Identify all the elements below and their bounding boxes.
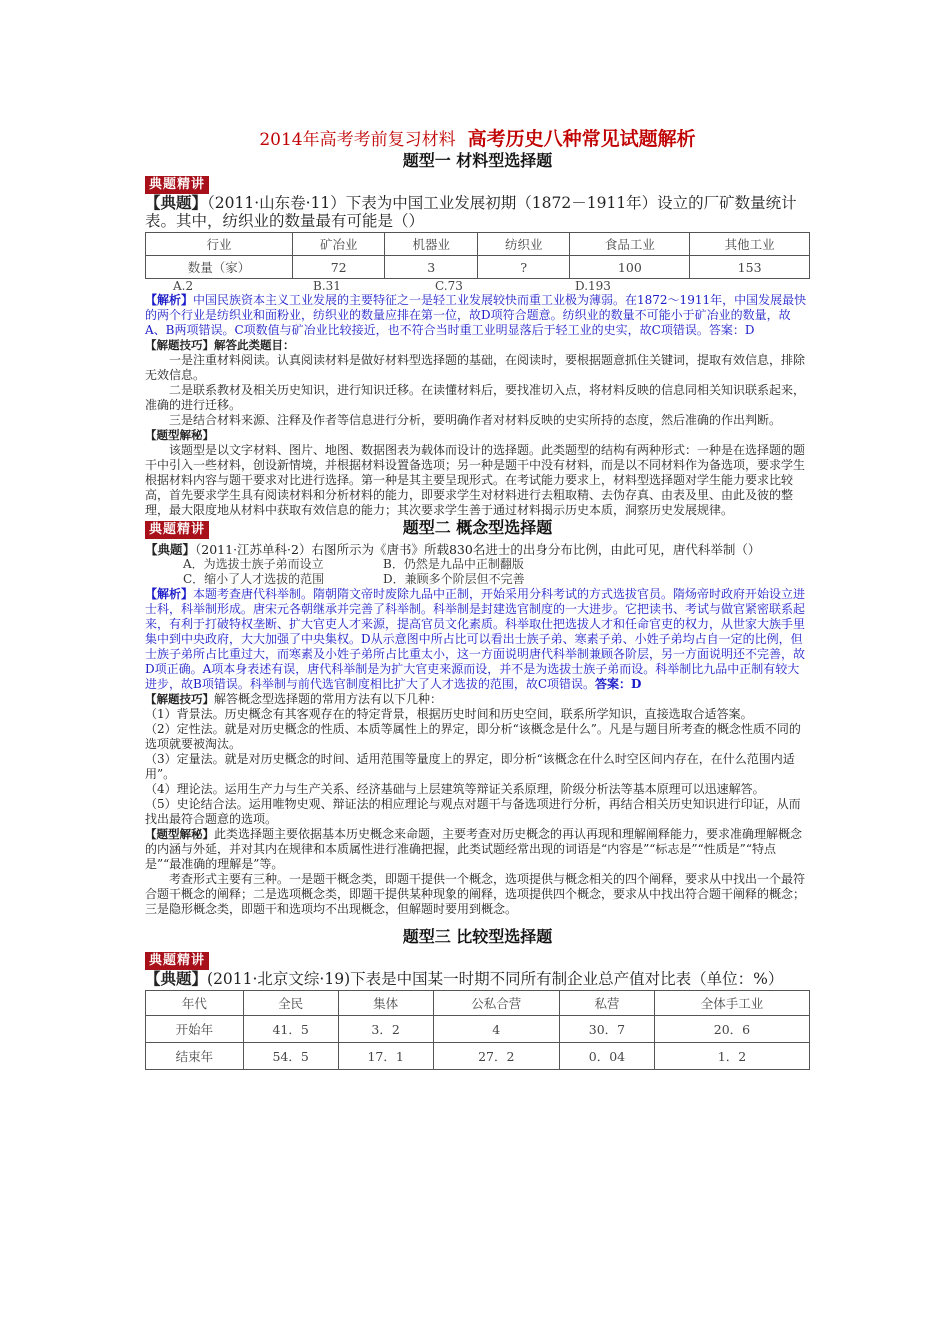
document-page [145, 120, 810, 1070]
option-a: A．为选拔士族子弟而设立 [183, 557, 324, 571]
table-cell: 100 [570, 256, 690, 279]
table-cell: ? [477, 256, 570, 279]
table-cell: 0．04 [559, 1043, 654, 1070]
table-cell: 全体手工业 [654, 991, 809, 1016]
table-cell: 矿冶业 [292, 233, 385, 256]
table-cell: 结束年 [146, 1043, 244, 1070]
table-cell: 机器业 [385, 233, 478, 256]
section3-question-text: (2011·北京文综·19)下表是中国某一时期不同所有制企业总产值对比表（单位：%） [207, 970, 784, 988]
option-b: B.31 [313, 279, 341, 293]
table-cell: 1．2 [654, 1043, 809, 1070]
section2-tips [145, 692, 810, 707]
tip-item: （1）背景法。历史概念有其客观存在的特定背景，根据历史时间和历史空间，联系所学知识，直接选取合适答案。 [145, 707, 753, 721]
section2-heading: 题型二 概念型选择题 [402, 518, 553, 537]
section3-badge: 典题精讲 [145, 952, 209, 970]
option-d: D．兼顾多个阶层但不完善 [383, 572, 525, 586]
table-cell: 41．5 [243, 1016, 338, 1043]
section1-question-label: 【典题】 [145, 193, 208, 212]
section2-decode2: 考查形式主要有三种。一是题干概念类，即题干提供一个概念，选项提供与概念相关的四个阐释，要求从中找出一个最符合题干概念的阐释；二是选项概念类，即题干提供某种现象的阐释，选项提供四个概念，要求从中找出符合题干阐释的概念；三是隐形概念类，即题干和选项均不出现概念，但解题时要用到概念。 [145, 872, 806, 916]
section2-analysis [145, 587, 810, 692]
analysis-text: 本题考查唐代科举制。隋朝隋文帝时废除九品中正制，开始采用分科考试的方式选拔官员。隋炀帝时政府开始设立进士科，科举制形成。唐宋元各朝继承并完善了科举制。科举制是封建选官制度的一大进步。它把读书、考试与做官紧密联系起来，有利于打破特权垄断、扩大官吏人才来源，提高官员文化素质。科举取仕把选拔人才和任命官吏的权力，从世家大族手里集中到中央政府，大大加强了中央集权。D从示意图中所占比可以看出士族子弟、寒素子弟、小姓子弟均占自一定的比例，但士族子弟所占比重过大，而寒素及小姓子弟所占比重太小，这一方面说明唐代科举制兼顾各阶层，另一方面说明还不完善，故D项正确。A项本身表述有误，唐代科举制是为扩大官吏来源而设，并不是为选拔士族子弟而设。科举制比九品中正制有较大进步，故B项错误。科举制与前代选官制度相比扩大了人才选拔的范围，故C项错误。 [145, 587, 806, 691]
table-cell: 全民 [243, 991, 338, 1016]
option-a: A.2 [173, 279, 194, 293]
tips-intro: 解答概念型选择题的常用方法有以下几种： [214, 692, 443, 706]
section1-badge: 典题精讲 [145, 176, 209, 194]
option-d: D.193 [575, 279, 611, 293]
table-cell: 30．7 [559, 1016, 654, 1043]
table-cell: 3．2 [338, 1016, 433, 1043]
table-header-row [146, 233, 810, 256]
section1-question-text: （2011·山东卷·11）下表为中国工业发展初期（1872－1911年）设立的厂矿数量统计表。其中，纺织业的数量最有可能是（） [145, 194, 797, 230]
section1-tips-label: 【解题技巧】解答此类题目： [145, 338, 295, 352]
table-header-row [146, 991, 810, 1016]
table-cell: 其他工业 [690, 233, 810, 256]
tip-item: 二是联系教材及相关历史知识，进行知识迁移。在读懂材料后，要找准切入点，将材料反映的信息同相关知识联系起来，准确的进行迁移。 [145, 383, 806, 412]
tip-item: （2）定性法。就是对历史概念的性质、本质等属性上的界定，即分析“该概念是什么”。凡是与题目所考查的概念性质不同的选项就要被淘汰。 [145, 722, 801, 751]
analysis-answer: 答案：D [595, 677, 642, 691]
option-b: B．仍然是九品中正制翻版 [383, 557, 524, 571]
table-cell: 开始年 [146, 1016, 244, 1043]
table-cell: 公私合营 [433, 991, 559, 1016]
table-row [146, 1016, 810, 1043]
table-cell: 数量（家） [146, 256, 293, 279]
table-cell: 27．2 [433, 1043, 559, 1070]
title-part2: 高考历史八种常见试题解析 [467, 128, 696, 150]
section2-question-label: 【典题】 [145, 542, 196, 557]
analysis-label: 【解析】 [145, 293, 194, 307]
section2-question [145, 542, 810, 557]
tip-item: （3）定量法。就是对历史概念的时间、适用范围等量度上的界定，即分析“该概念在什么时空区间内存在，在什么范围内适用”。 [145, 752, 795, 781]
table-cell: 纺织业 [477, 233, 570, 256]
section1-table [145, 232, 810, 279]
tip-item: （4）理论法。运用生产力与生产关系、经济基础与上层建筑等辩证关系原理，阶级分析法等基本原理可以迅速解答。 [145, 782, 765, 796]
section3-question [145, 970, 810, 988]
table-cell: 54．5 [243, 1043, 338, 1070]
section1-question [145, 194, 810, 230]
table-row [146, 256, 810, 279]
title-part1: 2014年高考考前复习材料 [259, 130, 456, 150]
table-cell: 行业 [146, 233, 293, 256]
section2-question-text: （2011·江苏单科·2）右图所示为《唐书》所载830名进士的出身分布比例，由此可见，唐代科举制（） [195, 542, 761, 557]
table-cell: 3 [385, 256, 478, 279]
tip-item: 一是注重材料阅读。认真阅读材料是做好材料型选择题的基础，在阅读时，要根据题意抓住关键词，提取有效信息，排除无效信息。 [145, 353, 806, 382]
analysis-text: 中国民族资本主义工业发展的主要特征之一是轻工业发展较快而重工业极为薄弱。在1872～1911年，中国发展最快的两个行业是纺织业和面粉业，纺织业的数量应排在第一位，故D项符合题意。纺织业的数量不可能小于矿冶业的数量，故A、B两项错误。C项数值与矿冶业比较接近，也不符合当时重工业明显落后于轻工业的史实，故C项错误。答案：D [145, 293, 807, 337]
table-cell: 20．6 [654, 1016, 809, 1043]
option-c: C．缩小了人才选拔的范围 [183, 572, 325, 586]
table-cell: 私营 [559, 991, 654, 1016]
section3-heading: 题型三 比较型选择题 [402, 927, 553, 946]
table-cell: 153 [690, 256, 810, 279]
analysis-label: 【解析】 [145, 587, 194, 601]
tip-item: （5）史论结合法。运用唯物史观、辩证法的相应理论与观点对题干与备选项进行分析，再结合相关历史知识进行印证，从而找出最符合题意的选项。 [145, 797, 801, 826]
table-cell: 年代 [146, 991, 244, 1016]
section1-analysis [145, 293, 810, 338]
table-cell: 72 [292, 256, 385, 279]
document-title [145, 128, 810, 151]
table-cell: 17．1 [338, 1043, 433, 1070]
section2-options [145, 557, 810, 587]
tip-item: 三是结合材料来源、注释及作者等信息进行分析，要明确作者对材料反映的史实所持的态度，然后准确的作出判断。 [169, 413, 782, 427]
table-cell: 集体 [338, 991, 433, 1016]
section3-question-label: 【典题】 [145, 969, 208, 988]
section3-table [145, 990, 810, 1070]
section1-decode: 该题型是以文字材料、图片、地图、数据图表为载体而设计的选择题。此类题型的结构有两种形式：一种是在选择题的题干中引入一些材料，创设新情境，并根据材料设置备选项；另一种是题干中没有材料，而是以不同材料作为备选项，要求学生根据材料内容与题干要求对比进行选择。第一种是其主要呈现形式。在考试能力要求上，材料型选择题对学生能力要求比较高，首先要求学生具有阅读材料和分析材料的能力，即要求学生对材料进行去粗取精、去伪存真、由表及里、由此及彼的整理，最大限度地从材料中获取有效信息的能力；其次要求学生善于通过材料揭示历史本质，洞察历史发展规律。 [145, 443, 806, 517]
tips-label: 【解题技巧】 [145, 692, 214, 706]
section2-badge: 典题精讲 [145, 521, 209, 539]
section1-heading: 题型一 材料型选择题 [402, 151, 553, 170]
section1-decode-label: 【题型解秘】 [145, 428, 214, 442]
option-c: C.73 [435, 279, 463, 293]
decode-label: 【题型解秘】 [145, 827, 214, 841]
table-cell: 4 [433, 1016, 559, 1043]
table-row [146, 1043, 810, 1070]
decode-text: 此类选择题主要依据基本历史概念来命题，主要考查对历史概念的再认再现和理解阐释能力，要求准确理解概念的内涵与外延，并对其内在规律和本质属性进行准确把握，此类试题经常出现的词语是“内容是”“标志是”“性质是”“特点是”“最准确的理解是”等。 [145, 827, 803, 871]
section1-options [145, 279, 810, 293]
table-cell: 食品工业 [570, 233, 690, 256]
section2-decode [145, 827, 810, 872]
